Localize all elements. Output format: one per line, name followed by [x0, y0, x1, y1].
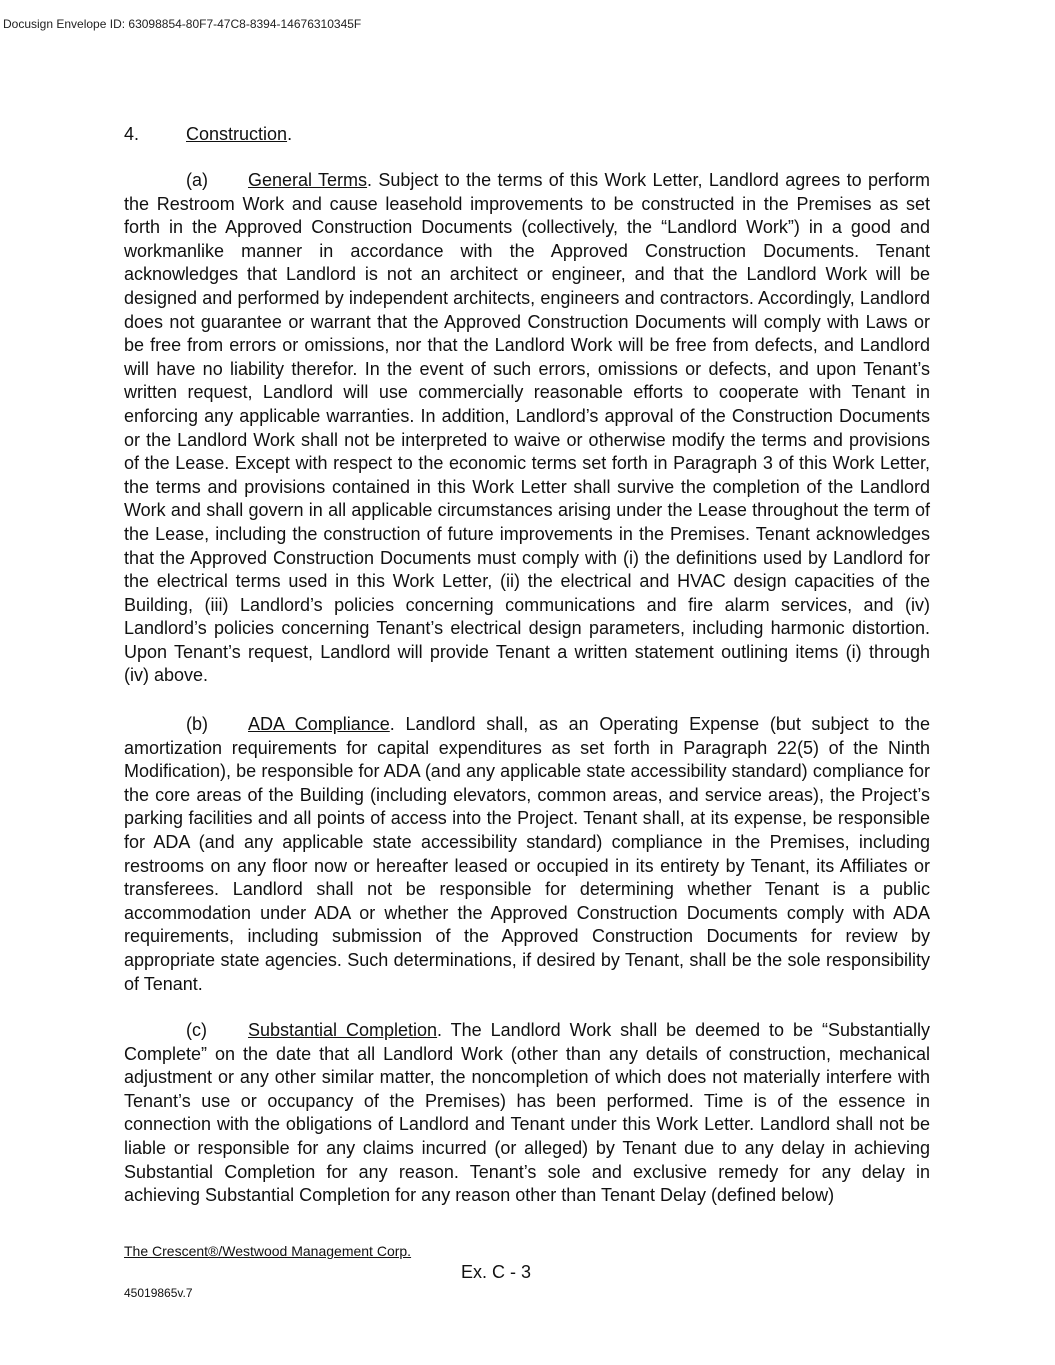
paragraph-label: (b)	[186, 714, 208, 734]
paragraph-body: . Landlord shall, as an Operating Expense (but subject to the amortization requirements for capital expenditures as set forth in Paragraph 22(5) of the Ninth Modification), be responsible for ADA (and any applicable state accessibility standard) compliance for the core areas of the Building (including elevators, common areas, and service areas), the Project’s parking facilities and all points of access into the Project. Tenant shall, at its expense, be responsible for ADA (and any applicable state accessibility standard) compliance in the Premises, including restrooms on any floor now or hereafter leased or occupied in its entirety by Tenant, its Affiliates or transferees. Landlord shall not be responsible for determining whether Tenant is a public accommodation under ADA or whether the Approved Construction Documents comply with ADA requirements, including submission of the Approved Construction Documents for review by appropriate state agencies. Such determinations, if desired by Tenant, shall be the sole responsibility of Tenant.	[124, 714, 930, 994]
paragraph-heading: ADA Compliance	[248, 714, 390, 734]
footer-company: The Crescent®/Westwood Management Corp.	[124, 1243, 412, 1259]
docusign-envelope-id: Docusign Envelope ID: 63098854-80F7-47C8-8394-14676310345F	[3, 17, 362, 31]
paragraph-heading: General Terms	[248, 170, 368, 190]
section-title: Construction	[186, 124, 288, 144]
paragraph-heading: Substantial Completion	[248, 1020, 438, 1040]
paragraph-substantial-completion	[124, 1019, 930, 1208]
paragraph-label: (a)	[186, 170, 208, 190]
page-number: Ex. C - 3	[460, 1262, 531, 1282]
paragraph-body: . Subject to the terms of this Work Letter, Landlord agrees to perform the Restroom Work and cause leasehold improvements to be constructed in the Premises as set forth in the Approved Construction Documents (collectively, the “Landlord Work”) in a good and workmanlike manner in accordance with the Approved Construction Documents. Tenant acknowledges that Landlord is not an architect or engineer, and that the Landlord Work will be designed and performed by independent architects, engineers and contractors. Accordingly, Landlord does not guarantee or warrant that the Approved Construction Documents will comply with Laws or be free from errors or omissions, nor that the Landlord Work will be free from defects, and Landlord will have no liability therefor. In the event of such errors, omissions or defects, and upon Tenant’s written request, Landlord will use commercially reasonable efforts to cooperate with Tenant in enforcing any applicable warranties. In addition, Landlord’s approval of the Construction Documents or the Landlord Work shall not be interpreted to waive or otherwise modify the terms and provisions of the Lease. Except with respect to the economic terms set forth in Paragraph 3 of this Work Letter, the terms and provisions contained in this Work Letter shall survive the completion of the Landlord Work and shall govern in all applicable circumstances arising under the Lease throughout the term of the Lease, including the construction of future improvements in the Premises. Tenant acknowledges that the Approved Construction Documents must comply with (i) the definitions used by Landlord for the electrical terms used in this Work Letter, (ii) the electrical and HVAC design capacities of the Building, (iii) Landlord’s policies concerning communications and fire alarm services, and (iv) Landlord’s policies concerning Tenant’s electrical design parameters, including harmonic distortion. Upon Tenant’s request, Landlord will provide Tenant a written statement outlining items (i) through (iv) above.	[124, 170, 930, 686]
paragraph-label: (c)	[186, 1020, 207, 1040]
paragraph-ada-compliance	[124, 713, 930, 996]
section-heading	[124, 124, 292, 145]
section-title-period: .	[287, 124, 293, 144]
paragraph-general-terms	[124, 169, 930, 688]
document-id: 45019865v.7	[124, 1286, 193, 1300]
section-number: 4.	[124, 124, 140, 144]
paragraph-body: . The Landlord Work shall be deemed to be “Substantially Complete” on the date that all Landlord Work (other than any details of construction, mechanical adjustment or any other similar matter, the noncompletion of which does not materially interfere with Tenant’s use or occupancy of the Premises) has been performed. Time is of the essence in connection with the obligations of Landlord and Tenant under this Work Letter. Landlord shall not be liable or responsible for any claims incurred (or alleged) by Tenant due to any delay in achieving Substantial Completion for any reason. Tenant’s sole and exclusive remedy for any delay in achieving Substantial Completion for any reason other than Tenant Delay (defined below)	[124, 1020, 931, 1206]
